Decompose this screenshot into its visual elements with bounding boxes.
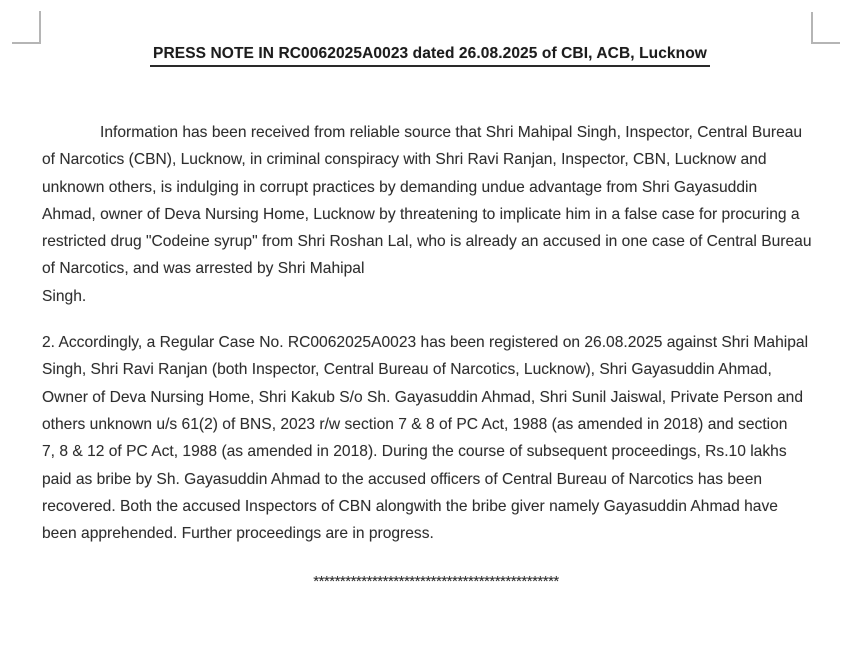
text-line: restricted drug "Codeine syrup" from Shri Roshan Lal, who is already an accused in one case of Central Bureau <box>42 233 812 251</box>
paragraph-2 <box>42 329 830 547</box>
text-line: Singh. <box>42 287 87 305</box>
text-line: 2. Accordingly, a Regular Case No. RC0062025A0023 has been registered on 26.08.2025 against Shri Mahipal <box>42 334 809 352</box>
text-line: Singh, Shri Ravi Ranjan (both Inspector, Central Bureau of Narcotics, Lucknow), Shri Gayasuddin Ahmad, <box>42 361 772 379</box>
text-line: Owner of Deva Nursing Home, Shri Kakub S/o Sh. Gayasuddin Ahmad, Shri Sunil Jaiswal, Private Person and <box>42 388 804 406</box>
text-line: Ahmad, owner of Deva Nursing Home, Lucknow by threatening to implicate him in a false case for procuring a <box>42 205 800 223</box>
scan-corner-mark-top-left-icon <box>12 11 41 44</box>
scan-corner-mark-top-right-icon <box>811 12 840 44</box>
text-line: of Narcotics, and was arrested by Shri Mahipal <box>42 260 365 278</box>
paragraph-1 <box>42 119 830 310</box>
text-line: 7, 8 & 12 of PC Act, 1988 (as amended in 2018). During the course of subsequent proceedings, Rs.10 lakhs <box>42 443 787 461</box>
asterisk-separator: ********************************************** <box>313 573 559 591</box>
document-body <box>42 119 830 596</box>
text-line: paid as bribe by Sh. Gayasuddin Ahmad to the accused officers of Central Bureau of Narcotics has been <box>42 470 763 488</box>
text-line: recovered. Both the accused Inspectors of CBN alongwith the bribe giver namely Gayasuddin Ahmad have <box>42 497 778 515</box>
text-line: unknown others, is indulging in corrupt practices by demanding undue advantage from Shri Gayasuddin <box>42 178 758 196</box>
text-line: of Narcotics (CBN), Lucknow, in criminal conspiracy with Shri Ravi Ranjan, Inspector, CBN, Lucknow and <box>42 151 767 169</box>
text-line: others unknown u/s 61(2) of BNS, 2023 r/w section 7 & 8 of PC Act, 1988 (as amended in 2018) and section <box>42 415 788 433</box>
page-title: PRESS NOTE IN RC0062025A0023 dated 26.08.2025 of CBI, ACB, Lucknow <box>150 45 710 67</box>
text-line: Information has been received from reliable source that Shri Mahipal Singh, Inspector, Central Bureau <box>100 124 803 141</box>
text-line: been apprehended. Further proceedings are in progress. <box>42 525 434 543</box>
title-row <box>0 0 860 67</box>
